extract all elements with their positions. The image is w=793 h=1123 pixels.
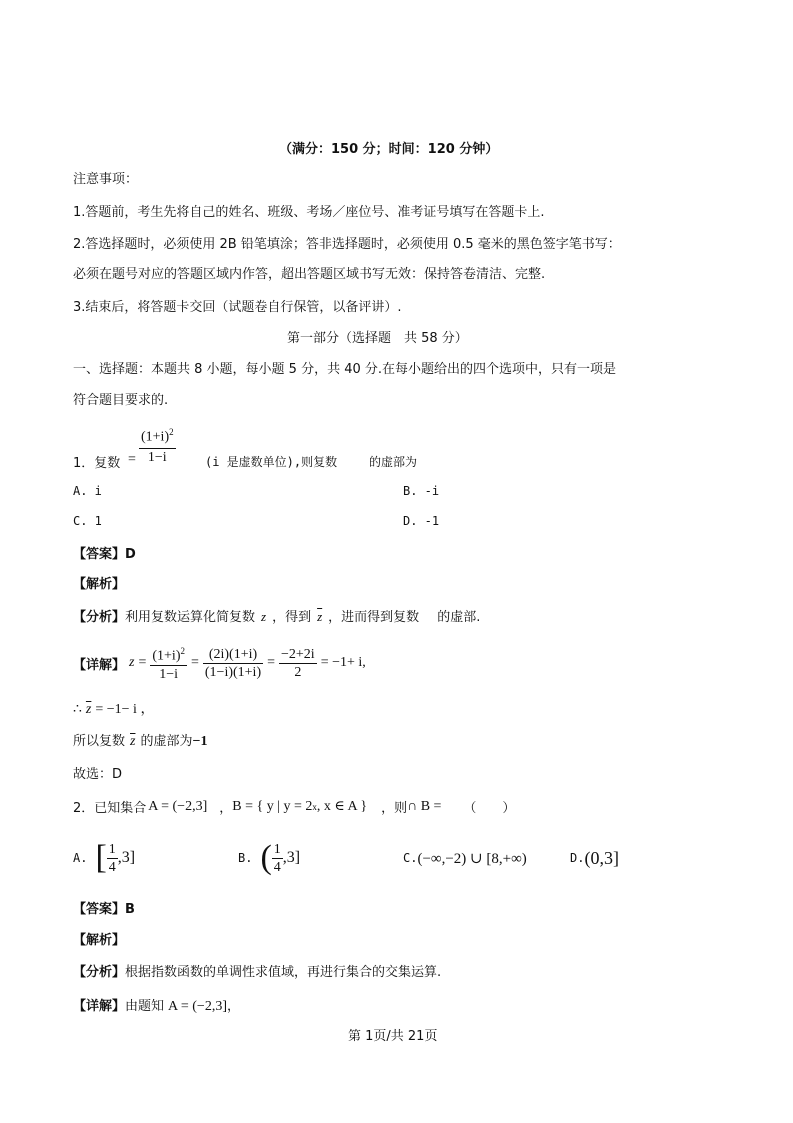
therefore-rest: = −1− i ， [95, 702, 155, 717]
question-1-detail [73, 638, 366, 688]
q2-set-b: B = { y | y = 2 [232, 798, 313, 814]
question-1-option-a: A. i [73, 484, 102, 498]
q2-option-b-num: 1 [273, 841, 281, 857]
q2-detail-text-2: ， [226, 999, 240, 1014]
q2-comma: ， [219, 801, 233, 816]
notice-item-3: 3.结束后，将答题卡交回（试题卷自行保管，以备评讲）. [73, 300, 402, 315]
conclusion-value: −1 [192, 734, 208, 749]
q2-detail-label: 【详解】 [73, 999, 126, 1014]
answer-label: 【答案】D [73, 547, 136, 562]
detail-fraction-2 [203, 646, 263, 681]
notice-item-2-line-2: 必须在题号对应的答题区域内作答，超出答题区域书写无效：保持答卷清洁、完整. [73, 267, 546, 282]
q2-option-a-den: 4 [108, 859, 116, 875]
q2-fenxi-label: 【分析】 [73, 965, 126, 980]
part-title: 第一部分（选择题 共 58 分） [287, 331, 468, 346]
detail-f2-den: (1−i)(1+i) [204, 664, 262, 680]
question-1-option-d: D. -1 [403, 514, 440, 528]
question-2-option-b [238, 838, 300, 878]
question-2-analysis-label: 【解析】 [73, 933, 126, 948]
notice-title: 注意事项： [73, 172, 139, 187]
fenxi-text-1: 利用复数运算化简复数 [125, 610, 256, 625]
question-1-suffix-2: 的虚部为 [369, 455, 418, 469]
fenxi-text-3: ，进而得到复数 [328, 610, 420, 625]
q2-option-a-close: ,3] [117, 849, 136, 866]
question-2-option-d [570, 838, 619, 878]
detail-fraction-3 [279, 646, 317, 681]
q2-option-c-value: (−∞,−2) ∪ [8,+∞) [417, 850, 527, 867]
q2-option-d-label: D. [570, 851, 585, 865]
question-2-option-a [73, 838, 135, 878]
detail-f3-num: −2+2i [281, 646, 315, 662]
question-1-fraction [139, 422, 176, 467]
q2-set-b-tail: , x ∈ A } [316, 799, 368, 814]
question-2-detail [73, 995, 240, 1015]
detail-f1-den: 1−i [159, 666, 179, 682]
question-1-equals: = [128, 452, 136, 467]
therefore-symbol: ∴ [73, 702, 82, 717]
detail-eq-3: = [267, 655, 276, 670]
notice-item-2-line-1: 2.答选择题时，必须使用 2B 铅笔填涂；答非选择题时，必须使用 0.5 毫米的黑色签字笔书写： [73, 237, 621, 252]
question-1-exponent: 2 [169, 427, 174, 437]
question-1-numerator: (1+i) [141, 429, 170, 445]
fenxi-label: 【分析】 [73, 610, 126, 625]
conclusion-text-2: 的虚部为 [140, 734, 193, 749]
q2-set-a: A = (−2,3] [148, 798, 208, 814]
detail-f3-den: 2 [294, 664, 302, 680]
detail-z: z [129, 655, 135, 670]
detail-label: 【详解】 [73, 657, 126, 673]
question-1-fenxi [73, 606, 480, 625]
q2-option-b-frac [272, 841, 283, 876]
section-instruction-line-2: 符合题目要求的. [73, 393, 169, 408]
q2-set-b-exp: x [312, 801, 317, 812]
q2-detail-text-1: 由题知 [125, 999, 165, 1014]
fenxi-z-conjugate: $\overline{z}$ [317, 609, 323, 624]
question-1-prefix: 1．复数 [73, 456, 121, 471]
q2-paren: （ ） [463, 801, 516, 816]
q2-tail: ，则 [381, 801, 408, 816]
question-1-analysis-label: 【解析】 [73, 577, 126, 592]
detail-f1-exp: 2 [180, 646, 185, 657]
q2-option-b-close: ,3] [282, 849, 301, 866]
detail-f2-num: (2i)(1+i) [203, 646, 263, 664]
page-number: 第 1页/共 21页 [348, 1029, 438, 1044]
question-1-answer [73, 543, 136, 562]
question-2-fenxi [73, 961, 441, 980]
q2-fenxi-text: 根据指数函数的单调性求值域，再进行集合的交集运算. [125, 965, 442, 980]
q2-option-b-label: B. [238, 851, 253, 865]
q2-option-b-den: 4 [273, 859, 281, 875]
q2-option-b-open: ( [260, 839, 272, 876]
q2-option-a-frac [107, 841, 118, 876]
question-1-suffix: (i 是虚数单位),则复数 [205, 455, 338, 469]
q2-option-a-label: A. [73, 851, 88, 865]
question-1-therefore [73, 698, 154, 718]
question-1-option-c: C. 1 [73, 514, 102, 528]
q2-option-c-label: C. [403, 851, 418, 865]
detail-eq-2: = [190, 655, 199, 670]
q2-option-d-value: (0,3] [584, 847, 619, 868]
question-1-choose: 故选：D [73, 767, 123, 782]
question-2-option-c [403, 838, 527, 878]
question-1-conclusion [73, 730, 207, 750]
fenxi-text-2: ，得到 [272, 610, 312, 625]
detail-f1-num: (1+i) [152, 648, 181, 664]
conclusion-z-conjugate: $\overline{z}$ [130, 734, 136, 749]
question-2-stem [73, 797, 515, 816]
question-1-denominator: 1−i [147, 449, 167, 465]
q2-prefix: 2．已知集合 [73, 801, 147, 816]
question-1-option-b: B. -i [403, 484, 440, 498]
notice-item-1: 1.答题前，考生先将自己的姓名、班级、考场／座位号、准考证号填写在答题卡上. [73, 205, 545, 220]
q2-detail-math: A = (−2,3] [168, 999, 227, 1014]
fenxi-text-4: 的虚部. [437, 610, 481, 625]
detail-result: = −1+ i, [320, 655, 366, 670]
detail-eq-1: = [138, 655, 147, 670]
therefore-z-conjugate: $\overline{z}$ [85, 702, 92, 717]
detail-fraction-1 [150, 643, 187, 683]
fenxi-z: z [261, 609, 267, 624]
section-instruction-line-1: 一、选择题：本题共 8 小题，每小题 5 分，共 40 分.在每小题给出的四个选项中，只有一项是 [73, 362, 617, 377]
exam-score-time: （满分：150 分；时间：120 分钟） [279, 142, 499, 157]
conclusion-text-1: 所以复数 [73, 734, 126, 749]
q2-tail-cap: ∩ B = [407, 798, 442, 814]
question-2-answer: 【答案】B [73, 902, 135, 917]
q2-option-a-num: 1 [108, 841, 116, 857]
q2-option-a-open: [ [95, 839, 107, 876]
